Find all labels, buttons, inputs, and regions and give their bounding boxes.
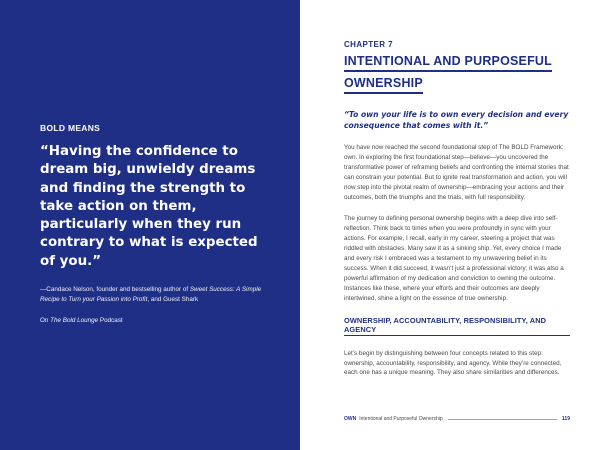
left-page-content <box>40 123 268 325</box>
body-paragraph-2: The journey to defining personal ownership begins with a deep dive into self-reflection. Think back to times when you were profoundly in sync with your actions. For example, I recall, early in my career, steering a project that was riddled with obstacles. Many saw it as a sinking ship. Yet, every choice I made and every risk I embraced was a testament to my unwavering belief in its success. When it did succeed, it wasn’t just a professional victory; it was also a powerful affirmation of my dedication and conviction to owning the outcome. Instances like these, where your efforts and their outcomes are deeply intertwined, shine a light on the essence of true ownership. <box>344 215 564 302</box>
footer-section-label: OWN <box>344 416 357 422</box>
attribution-suffix: , and Guest Shark <box>147 295 199 303</box>
footer-divider <box>448 419 557 420</box>
bold-means-label: BOLD MEANS <box>40 123 101 133</box>
footer-chapter-title: Intentional and Purposeful Ownership <box>359 416 443 422</box>
page-number: 119 <box>561 416 570 422</box>
podcast-prefix: On <box>40 317 51 325</box>
chapter-title-line-1: INTENTIONAL AND PURPOSEFUL <box>344 53 552 72</box>
podcast-credit <box>40 316 268 325</box>
body-paragraph-1: You have now reached the second foundational step of The BOLD Framework: own. In exploring the first foundational step—believe—you uncovered the transformative power of reframing beliefs and confronting the internal stories that can constrain your potential. But to ignite real transformation and action, you will now step into the pivotal realm of ownership—embracing your actions and their outcomes, both the triumphs and the trials, with full responsibility. <box>344 144 569 201</box>
quote-attribution <box>40 285 268 304</box>
chapter-label: CHAPTER 7 <box>344 40 393 49</box>
featured-quote: “Having the confidence to dream big, unwieldy dreams and finding the strength to take action on them, particularly when they run contrary to what is expected of you.” <box>40 144 258 269</box>
attribution-prefix: —Candace Nelson, founder and bestselling author of <box>40 286 190 294</box>
chapter-title <box>344 53 552 97</box>
chapter-epigraph: “To own your life is to own every decision and every consequence that comes with it.” <box>344 110 569 130</box>
body-paragraph-3: Let’s begin by distinguishing between four concepts related to this step: ownership, accountability, responsibility, and agency. While they’re connected, each one has a unique meaning. They also share similarities and differences. <box>344 349 562 377</box>
podcast-name: The Bold Lounge <box>50 317 99 325</box>
page-footer <box>344 414 570 424</box>
chapter-title-line-2: OWNERSHIP <box>344 75 423 94</box>
podcast-suffix: Podcast <box>98 317 123 325</box>
right-page-content <box>344 40 570 378</box>
section-heading: OWNERSHIP, ACCOUNTABILITY, RESPONSIBILITY, AND AGENCY <box>344 316 570 336</box>
attribution-book-title: Sweet Success: A Simple Recipe to Turn your Passion into Profit <box>40 286 262 303</box>
right-page-panel <box>300 0 600 450</box>
